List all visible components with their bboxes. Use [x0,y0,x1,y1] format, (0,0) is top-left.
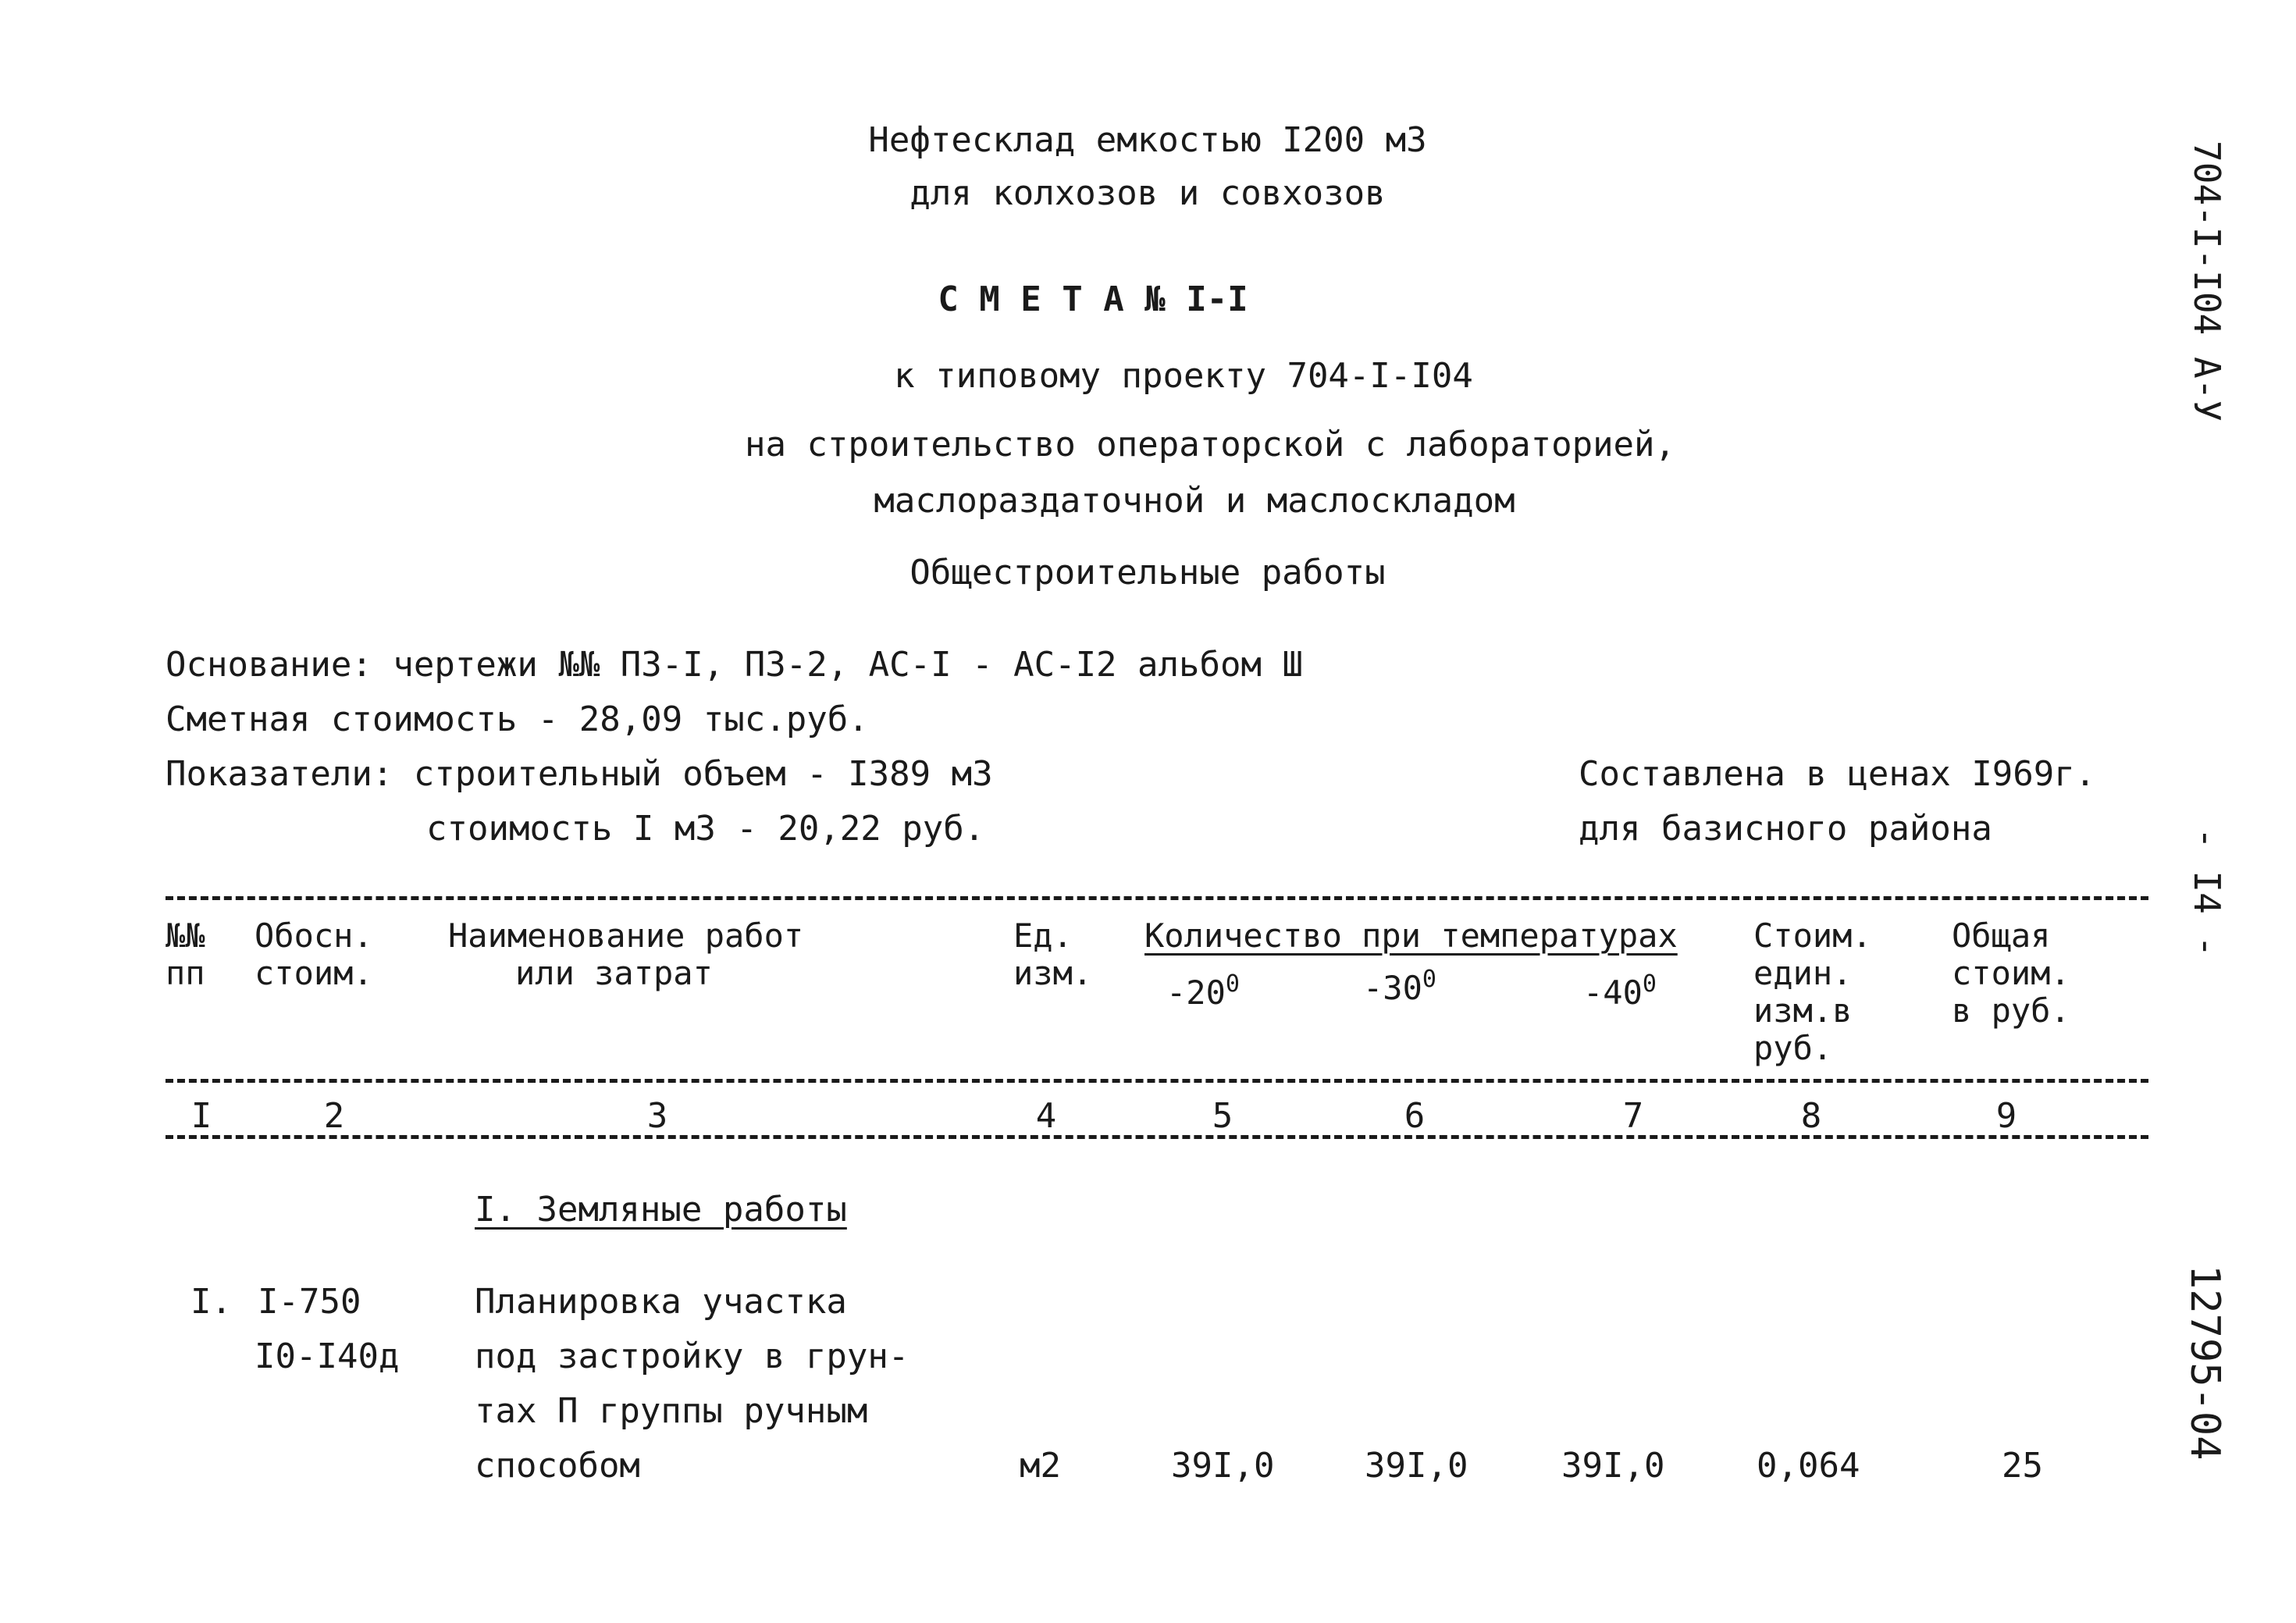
section-heading: I. Земляные работы [475,1190,847,1230]
row-basis-1: I-750 [258,1282,361,1322]
col-number-3: 3 [646,1096,668,1136]
estimate-title: С М Е Т А № I-I [938,279,1248,319]
unit-cost-line: стоимость I м3 - 20,22 руб. [426,809,985,849]
col-number-8: 8 [1800,1096,1822,1136]
estimated-cost: Сметная стоимость - 28,09 тыс.руб. [166,699,869,739]
table-top-rule [166,896,2148,900]
project-line: к типовому проекту 704-I-I04 [894,356,1473,396]
title-line-1: Нефтесклад емкостью I200 м3 [868,120,1427,160]
row-unit: м2 [1020,1446,1061,1486]
row-name-2: под застройку в грун- [475,1336,910,1376]
header-t30: $-30^0$ [1363,966,1436,1007]
col-number-4: 4 [1035,1096,1057,1136]
col-number-7: 7 [1622,1096,1644,1136]
page-number-vertical: - I4 - [2186,828,2228,958]
works-title: Общестроительные работы [910,553,1386,593]
col-number-9: 9 [1995,1096,2017,1136]
row-name-4: способом [475,1446,640,1486]
table-colnum-rule [166,1135,2148,1139]
basis-line: Основание: чертежи №№ П3-I, П3-2, АС-I - АС-I2 альбом Ш [166,645,1303,685]
row-total: 25 [2002,1446,2043,1486]
row-unit-cost: 0,064 [1757,1446,1860,1486]
header-t40: $-40^0$ [1583,970,1657,1012]
table-header-rule [166,1079,2148,1083]
purpose-line-2: маслораздаточной и маслоскладом [874,481,1515,521]
row-name-1: Планировка участка [475,1282,847,1322]
row-qty-20: 39I,0 [1171,1446,1275,1486]
prices-year: Составлена в ценах I969г. [1579,754,2096,794]
col-number-5: 5 [1212,1096,1233,1136]
archive-number-vertical: 12795-04 [2181,1265,2228,1461]
row-qty-40: 39I,0 [1561,1446,1665,1486]
indicators-line: Показатели: строительный объем - I389 м3 [166,754,993,794]
header-t20: $-20^0$ [1166,970,1240,1012]
row-name-3: тах П группы ручным [475,1391,868,1431]
base-region: для базисного района [1579,809,1992,849]
row-qty-30: 39I,0 [1365,1446,1468,1486]
col-number-1: I [190,1096,212,1136]
purpose-line-1: на строительство операторской с лабораторией, [744,425,1676,464]
col-number-6: 6 [1404,1096,1426,1136]
col-number-2: 2 [323,1096,345,1136]
row-basis-2: I0-I40д [255,1336,400,1376]
row-number: I. [190,1282,232,1322]
header-quantity: Количество при температурах [1144,916,1678,955]
project-code-vertical: 704-I-I04 А-У [2186,141,2228,422]
title-line-2: для колхозов и совхозов [910,173,1386,213]
